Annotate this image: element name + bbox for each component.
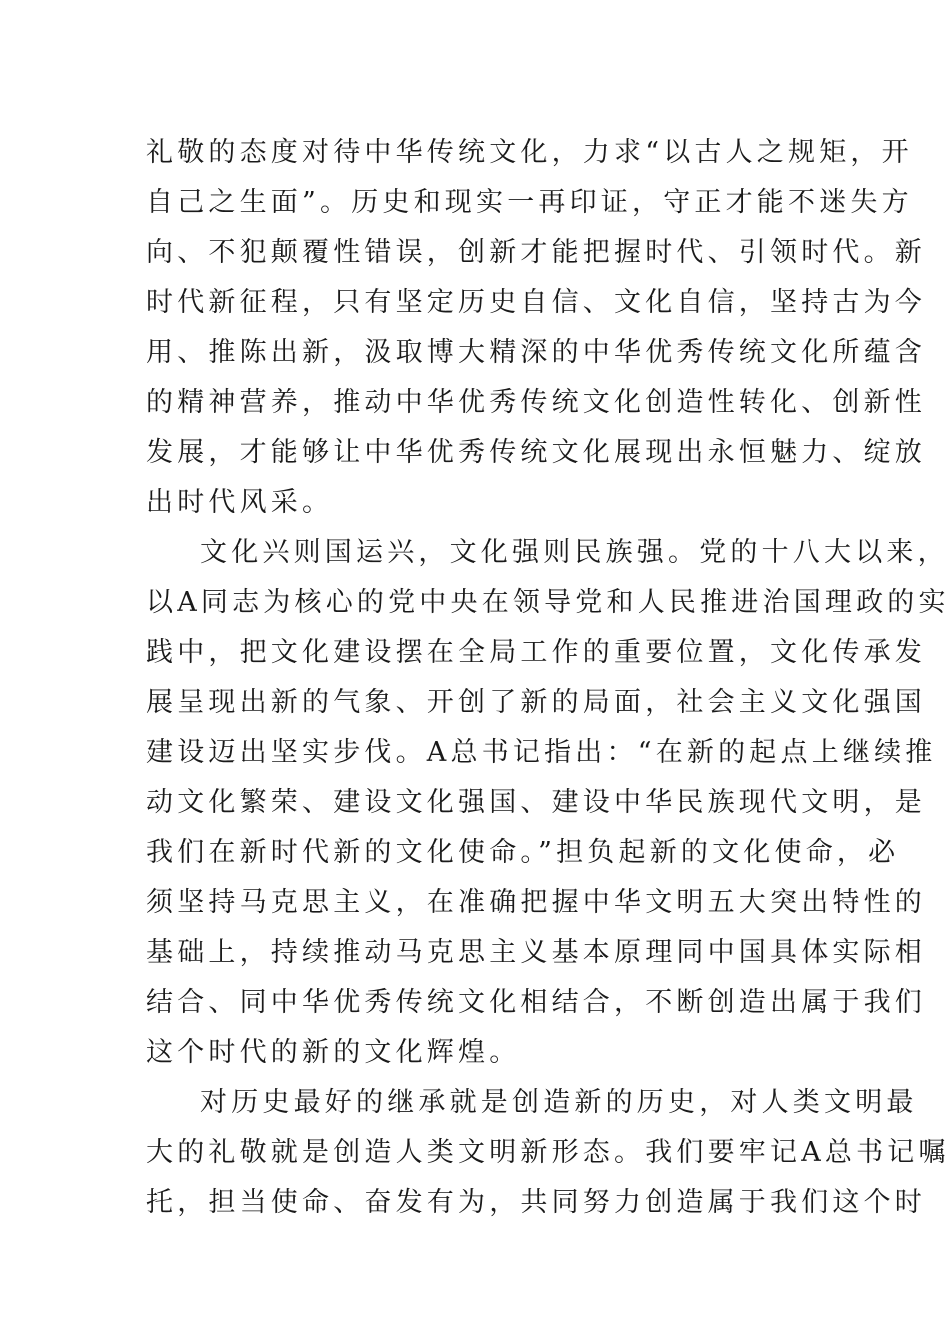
paragraph-line: 的精神营养，推动中华优秀传统文化创造性转化、创新性 xyxy=(146,387,926,418)
paragraph-3 xyxy=(146,1078,950,1228)
paragraph-line: 礼敬的态度对待中华传统文化，力求“以古人之规矩，开 xyxy=(146,137,913,168)
paragraph-line: 践中，把文化建设摆在全局工作的重要位置，文化传承发 xyxy=(146,637,926,668)
paragraph-line: 时代新征程，只有坚定历史自信、文化自信，坚持古为今 xyxy=(146,287,926,318)
paragraph-line: 出时代风采。 xyxy=(146,487,334,518)
paragraph-first-line: 文化兴则国运兴，文化强则民族强。党的十八大以来， xyxy=(200,537,949,568)
paragraph-2 xyxy=(146,528,950,1078)
paragraph-line: 托，担当使命、奋发有为，共同努力创造属于我们这个时 xyxy=(146,1187,926,1218)
paragraph-line: 结合、同中华优秀传统文化相结合，不断创造出属于我们 xyxy=(146,987,926,1018)
paragraph-line: 向、不犯颠覆性错误，创新才能把握时代、引领时代。新 xyxy=(146,237,926,268)
paragraph-line: 大的礼敬就是创造人类文明新形态。我们要牢记A总书记嘱 xyxy=(146,1137,950,1168)
document-body xyxy=(146,128,950,1228)
paragraph-line: 动文化繁荣、建设文化强国、建设中华民族现代文明，是 xyxy=(146,787,926,818)
paragraph-line: 这个时代的新的文化辉煌。 xyxy=(146,1037,521,1068)
paragraph-first-line: 对历史最好的继承就是创造新的历史，对人类文明最 xyxy=(200,1087,918,1118)
paragraph-1 xyxy=(146,128,926,528)
paragraph-line: 须坚持马克思主义，在准确把握中华文明五大突出特性的 xyxy=(146,887,926,918)
paragraph-line: 用、推陈出新，汲取博大精深的中华优秀传统文化所蕴含 xyxy=(146,337,926,368)
paragraph-line: 建设迈出坚实步伐。A总书记指出：“在新的起点上继续推 xyxy=(146,737,937,768)
paragraph-line: 基础上，持续推动马克思主义基本原理同中国具体实际相 xyxy=(146,937,926,968)
paragraph-line: 以A同志为核心的党中央在领导党和人民推进治国理政的实 xyxy=(146,587,950,618)
paragraph-line: 自己之生面”。历史和现实一再印证，守正才能不迷失方 xyxy=(146,187,913,218)
paragraph-line: 我们在新时代新的文化使命。”担负起新的文化使命，必 xyxy=(146,837,900,868)
paragraph-line: 展呈现出新的气象、开创了新的局面，社会主义文化强国 xyxy=(146,687,926,718)
paragraph-line: 发展，才能够让中华优秀传统文化展现出永恒魅力、绽放 xyxy=(146,437,926,468)
